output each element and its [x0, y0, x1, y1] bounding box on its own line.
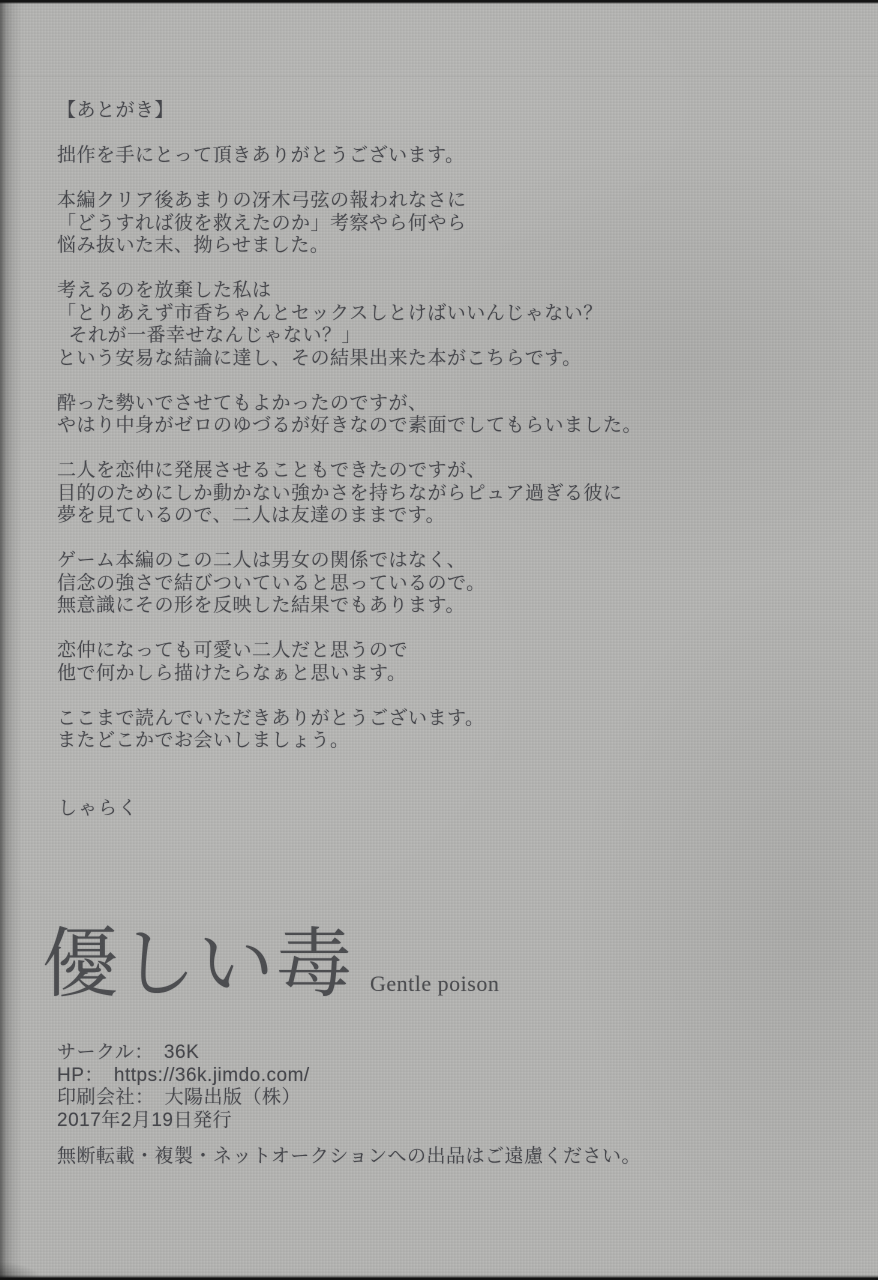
paper-crease-line [0, 76, 878, 77]
afterword-heading: 【あとがき】 [57, 100, 175, 121]
text-line: 拙作を手にとって頂きありがとうございます。 [57, 145, 465, 166]
text-line: 「とりあえず市香ちゃんとセックスしとけばいいんじゃない？ [57, 302, 603, 324]
colophon-homepage-url: HP： https://36k.jimdo.com/ [57, 1064, 310, 1086]
text-line: 悩み抜いた末、拗らせました。 [57, 235, 330, 256]
scan-edge-top [0, 0, 878, 4]
text-line: 考えるのを放棄した私は [57, 280, 272, 301]
afterword-paragraph [57, 640, 847, 685]
text-line: ゲーム本編のこの二人は男女の関係ではなく、 [57, 550, 467, 571]
author-signature: しゃらく [58, 798, 139, 819]
afterword-paragraph [57, 708, 847, 753]
book-title-block [42, 922, 499, 1009]
text-line: 無意識にその形を反映した結果でもあります。 [57, 595, 465, 616]
text-line: 夢を見ているので、二人は友達のままです。 [57, 505, 446, 526]
text-line: という安易な結論に達し、その結果出来た本がこちらです。 [57, 347, 582, 369]
colophon-circle: サークル： 36K [57, 1042, 200, 1063]
text-line: ここまで読んでいただきありがとうございます。 [57, 707, 485, 729]
text-line: 目的のためにしか動かない強かさを持ちながらピュア過ぎる彼に [57, 482, 623, 504]
text-line: 二人を恋仲に発展させることもできたのですが、 [57, 460, 487, 481]
scan-edge-bottom [0, 1275, 878, 1280]
afterword-paragraph [57, 190, 847, 258]
afterword-heading-block [57, 100, 847, 123]
scan-edge-left [0, 0, 24, 1280]
text-line: それが一番幸せなんじゃない？」 [57, 325, 362, 346]
colophon-section [57, 1042, 310, 1132]
text-line: 他で何かしら描けたらなぁと思います。 [57, 662, 407, 684]
text-line: 「どうすれば彼を救えたのか」考察やら何やら [57, 212, 467, 234]
text-line: 恋仲になっても可愛い二人だと思うので [57, 640, 409, 661]
book-title-english: Gentle poison [370, 971, 500, 997]
colophon-printer: 印刷会社： 大陽出版（株） [57, 1087, 302, 1108]
colophon-publication-date: 2017年2月19日発行 [57, 1109, 232, 1131]
text-line: 信念の強さで結びついていると思っているので。 [57, 572, 486, 594]
text-line: 酔った勢いでさせてもよかったのですが、 [57, 392, 428, 414]
afterword-paragraph [57, 550, 847, 618]
text-line: やはり中身がゼロのゆづるが好きなので素面でしてもらいました。 [57, 415, 643, 436]
afterword-paragraph [57, 460, 847, 528]
afterword-paragraph [57, 145, 847, 168]
afterword-paragraph [57, 393, 847, 438]
afterword-section [57, 100, 847, 775]
text-line: またどこかでお会いしましょう。 [57, 730, 350, 751]
text-line: 本編クリア後あまりの冴木弓弦の報われなさに [57, 190, 467, 211]
book-title-japanese: 優しい毒 [42, 923, 354, 1007]
afterword-paragraph [57, 280, 847, 370]
reprint-prohibition-notice: 無断転載・複製・ネットオークションへの出品はご遠慮ください。 [57, 1146, 642, 1167]
